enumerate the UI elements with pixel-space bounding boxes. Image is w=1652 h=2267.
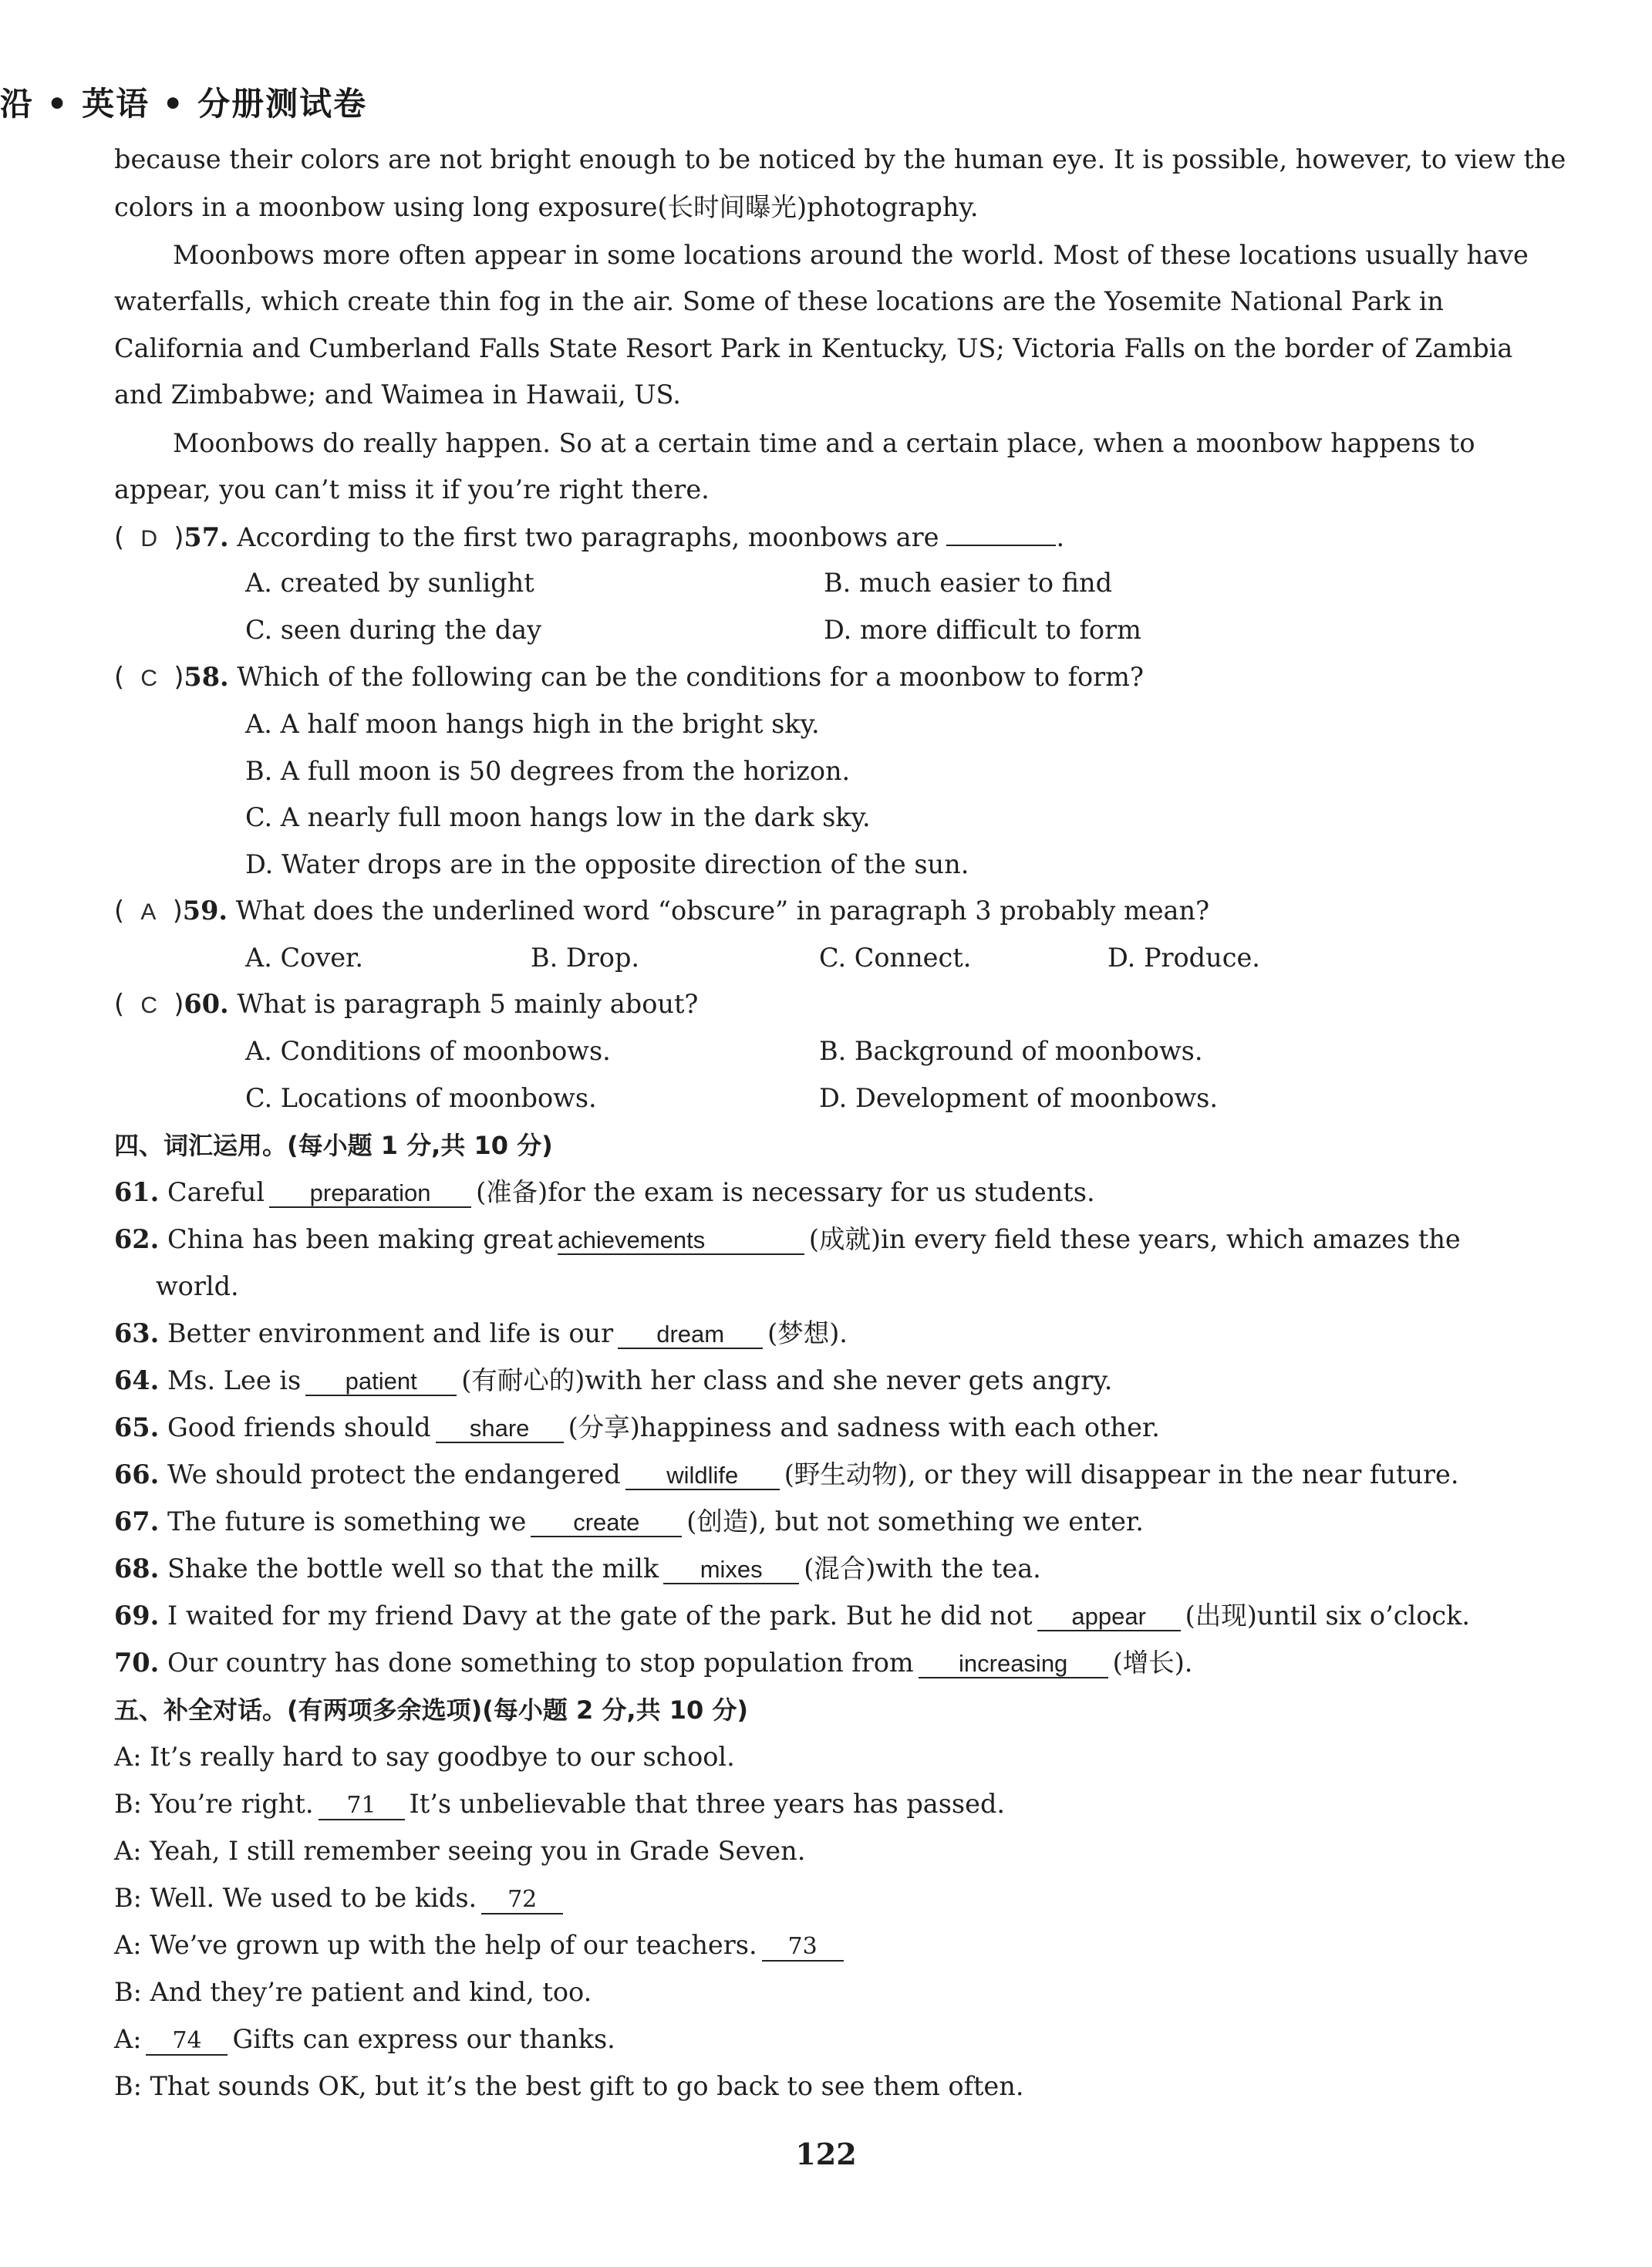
question-stem: Which of the following can be the conditions for a moonbow to form?	[237, 662, 1144, 692]
section-title-dialogue: 五、补全对话。(有两项多余选项)(每小题 2 分,共 10 分)	[114, 1695, 749, 1725]
item-text: Good friends should	[167, 1412, 431, 1442]
item-text: We should protect the endangered	[167, 1459, 621, 1489]
answer-mark: C	[140, 666, 158, 691]
page-header: 沿 • 英语 • 分册测试卷	[0, 85, 368, 123]
item-text: Shake the bottle well so that the milk	[167, 1554, 659, 1584]
question-stem: What is paragraph 5 mainly about?	[237, 989, 699, 1019]
item-text: China has been making great	[167, 1224, 553, 1254]
dialogue-line: B: And they’re patient and kind, too.	[114, 1977, 592, 2007]
option-d: D. more difficult to form	[824, 615, 1141, 645]
dialogue-text: It’s unbelievable that three years has passed.	[409, 1789, 1006, 1819]
option-b: B. Drop.	[531, 943, 640, 973]
vocab-item-63	[114, 1318, 1444, 1349]
page-number: 122	[795, 2137, 857, 2171]
question-stem: What does the underlined word “obscure” in paragraph 3 probably mean?	[235, 896, 1210, 926]
answer-mark: A	[140, 899, 157, 925]
dialogue-text: B: Well. We used to be kids.	[114, 1883, 477, 1913]
item-text: (有耐心的)with her class and she never gets angry.	[461, 1365, 1113, 1395]
passage-line: because their colors are not bright enough to be noticed by the human eye. It is possible, however, to view the	[114, 144, 1566, 174]
answer-blank: dream	[618, 1321, 763, 1349]
option-a: A. Cover.	[245, 943, 364, 973]
item-text: (创造), but not something we enter.	[686, 1506, 1144, 1537]
option-c: C. Locations of moonbows.	[245, 1083, 597, 1113]
option-c: C. Connect.	[819, 943, 972, 973]
item-number: 65.	[114, 1412, 160, 1442]
question-57: ( D )57. According to the first two paragraphs, moonbows are .	[114, 522, 1065, 552]
item-number: 62.	[114, 1224, 160, 1254]
dialogue-blank: 74	[146, 2028, 228, 2056]
dialogue-text: Gifts can express our thanks.	[232, 2024, 615, 2054]
option-a: A. A half moon hangs high in the bright sky.	[245, 709, 820, 739]
option-d: D. Produce.	[1108, 943, 1260, 973]
question-60: ( C )60. What is paragraph 5 mainly about?	[114, 989, 699, 1019]
question-58: ( C )58. Which of the following can be the conditions for a moonbow to form?	[114, 662, 1144, 692]
option-a: A. Conditions of moonbows.	[245, 1036, 611, 1066]
item-text: (梦想).	[767, 1318, 848, 1348]
item-number: 63.	[114, 1318, 160, 1348]
passage-line: and Zimbabwe; and Waimea in Hawaii, US.	[114, 380, 681, 410]
item-text: (准备)for the exam is necessary for us students.	[476, 1177, 1095, 1207]
answer-blank: achievements	[558, 1227, 804, 1255]
answer-blank: create	[531, 1510, 682, 1537]
answer-blank	[946, 521, 1056, 546]
item-number: 70.	[114, 1648, 160, 1678]
passage-line: Moonbows do really happen. So at a certain time and a certain place, when a moonbow happens to	[173, 428, 1475, 458]
item-text: I waited for my friend Davy at the gate of the park. But he did not	[167, 1601, 1033, 1631]
dialogue-blank: 72	[481, 1887, 563, 1914]
question-stem: According to the first two paragraphs, moonbows are	[237, 522, 939, 552]
vocab-item-65	[114, 1412, 1444, 1443]
dialogue-line: A: It’s really hard to say goodbye to our school.	[114, 1742, 735, 1772]
item-text: Our country has done something to stop population from	[167, 1648, 914, 1678]
answer-blank: preparation	[269, 1180, 471, 1208]
dialogue-line	[114, 1883, 1444, 1914]
dialogue-line	[114, 1789, 1444, 1820]
item-number: 69.	[114, 1601, 160, 1631]
vocab-item-69	[114, 1601, 1471, 1631]
item-text: Better environment and life is our	[167, 1318, 614, 1348]
item-text: Careful	[167, 1177, 265, 1207]
option-c: C. seen during the day	[245, 615, 542, 645]
vocab-item-62	[114, 1224, 1461, 1255]
dialogue-line: B: That sounds OK, but it’s the best gift to go back to see them often.	[114, 2071, 1024, 2101]
vocab-item-64	[114, 1365, 1444, 1396]
option-d: D. Development of moonbows.	[819, 1083, 1219, 1113]
item-text: The future is something we	[167, 1506, 527, 1537]
option-a: A. created by sunlight	[245, 568, 534, 598]
item-number: 67.	[114, 1506, 160, 1537]
question-59: ( A )59. What does the underlined word “obscure” in paragraph 3 probably mean?	[114, 896, 1210, 926]
vocab-item-62-cont: world.	[156, 1271, 239, 1301]
item-text: Ms. Lee is	[167, 1365, 302, 1395]
option-c: C. A nearly full moon hangs low in the dark sky.	[245, 802, 871, 832]
question-number: 60.	[184, 989, 229, 1019]
answer-blank: increasing	[919, 1651, 1108, 1678]
dialogue-line: A: Yeah, I still remember seeing you in Grade Seven.	[114, 1836, 806, 1866]
vocab-item-68	[114, 1554, 1444, 1584]
dialogue-text: B: You’re right.	[114, 1789, 314, 1819]
passage-line: appear, you can’t miss it if you’re right there.	[114, 474, 710, 504]
item-text: (成就)in every field these years, which amazes the	[808, 1224, 1461, 1254]
vocab-item-66	[114, 1459, 1459, 1490]
item-number: 64.	[114, 1365, 160, 1395]
answer-blank: patient	[305, 1368, 457, 1396]
dialogue-text: A: We’ve grown up with the help of our teachers.	[114, 1930, 757, 1960]
section-title-vocabulary: 四、词汇运用。(每小题 1 分,共 10 分)	[114, 1131, 553, 1160]
passage-line: colors in a moonbow using long exposure(长时间曝光)photography.	[114, 192, 979, 222]
dialogue-blank: 71	[319, 1793, 405, 1820]
option-d: D. Water drops are in the opposite direction of the sun.	[245, 849, 969, 879]
question-number: 57.	[184, 522, 229, 552]
item-number: 68.	[114, 1554, 160, 1584]
passage-line: California and Cumberland Falls State Resort Park in Kentucky, US; Victoria Falls on the border of Zambia	[114, 333, 1513, 363]
passage-line: Moonbows more often appear in some locations around the world. Most of these locations usually have	[173, 240, 1529, 270]
dialogue-blank: 73	[762, 1934, 844, 1962]
item-text: (野生动物), or they will disappear in the near future.	[784, 1459, 1459, 1489]
item-text: (出现)until six o’clock.	[1185, 1601, 1471, 1631]
answer-blank: wildlife	[625, 1462, 780, 1490]
item-text: (分享)happiness and sadness with each other.	[568, 1412, 1160, 1442]
answer-blank: mixes	[663, 1557, 799, 1584]
option-b: B. A full moon is 50 degrees from the horizon.	[245, 756, 851, 786]
option-b: B. much easier to find	[824, 568, 1113, 598]
vocab-item-67	[114, 1506, 1444, 1537]
dialogue-text: A:	[114, 2024, 142, 2054]
item-number: 61.	[114, 1177, 160, 1207]
dialogue-line	[114, 1930, 1444, 1962]
item-text: (混合)with the tea.	[804, 1554, 1041, 1584]
item-text: (增长).	[1112, 1648, 1193, 1678]
option-b: B. Background of moonbows.	[819, 1036, 1203, 1066]
vocab-item-70	[114, 1648, 1444, 1678]
question-number: 58.	[184, 662, 229, 692]
item-number: 66.	[114, 1459, 160, 1489]
answer-blank: share	[436, 1415, 564, 1443]
question-number: 59.	[182, 896, 228, 926]
answer-mark: C	[140, 993, 158, 1018]
passage-line: waterfalls, which create thin fog in the air. Some of these locations are the Yosemite National Park in	[114, 286, 1444, 316]
dialogue-line	[114, 2024, 1444, 2056]
answer-blank: appear	[1037, 1604, 1181, 1631]
answer-mark: D	[140, 526, 158, 552]
vocab-item-61	[114, 1177, 1444, 1208]
question-tail: .	[1056, 522, 1065, 552]
